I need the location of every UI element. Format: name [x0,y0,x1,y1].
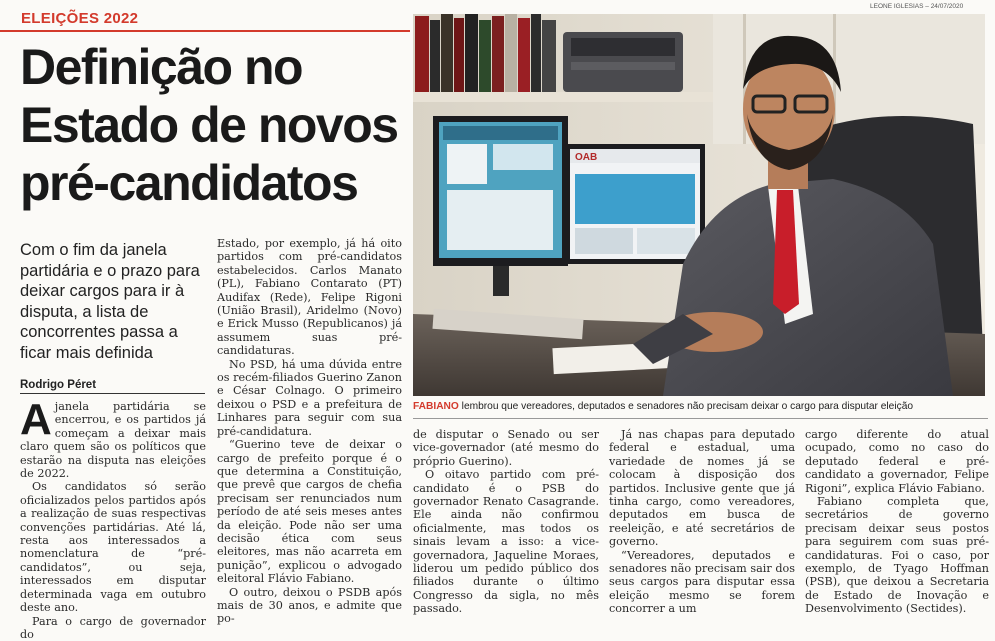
article-column-2 [217,237,402,626]
caption-text: lembrou que vereadores, deputados e senadores não precisam deixar o cargo para disputar eleição [459,401,913,412]
caption-name: FABIANO [413,401,459,412]
article-paragraph: No PSD, há uma dúvida entre os recém-filiados Guerino Zanon e César Colnago. O primeiro deixou o PSD e a prefeitura de Linhares para seguir com sua pré-candidatura. [217,358,402,438]
article-column-5 [805,428,989,616]
article-paragraph: O outro, deixou o PSDB após mais de 30 anos, e admite que po- [217,586,402,626]
drop-cap: A [20,402,52,438]
photo-caption [413,400,988,413]
article-column-1 [20,400,206,641]
photo-credit: LEONE IGLESIAS – 24/07/2020 [870,3,963,10]
byline: Rodrigo Péret [20,379,205,394]
article-paragraph: “Guerino teve de deixar o cargo de prefeito porque é o que determina a Constituição, que prevê que cargos de chefia precisam ser renunciados num período de até seis meses antes da eleição. Pode não ser uma decisão ética com seus eleitores, mas não acarreta em punição”, explicou o advogado eleitoral Flávio Fabiano. [217,438,402,585]
article-paragraph: Fabiano completa que, secretários de governo precisam deixar seus postos para seguirem com suas pré-candidaturas. Foi o caso, por exemplo, de Tyago Hoffman (PSB), que deixou a Secretaria de Estado de Inovação e Desenvolvimento (Sectides). [805,495,989,616]
article-paragraph: O oitavo partido com pré-candidato é o PSB do governador Renato Casagrande. Ele ainda não confirmou oficialmente, mas todos os sinais levam a isso: a vice-governadora, Jaqueline Moraes, liderou um pedido público dos filiados durante o último Congresso da sigla, no mês passado. [413,468,599,615]
article-paragraph: Os candidatos só serão oficializados pelos partidos após a realização de suas respectivas convenções partidárias. Até lá, resta aos interessados a nomenclatura de “pré-candidatos”, ou seja, interessados em disputar determinada vaga em outubro deste ano. [20,480,206,614]
headline: Definição no Estado de novos pré-candidatos [20,38,410,212]
article-paragraph: Para o cargo de governador do [20,615,206,641]
deck-subheadline: Com o fim da janela partidária e o prazo para deixar cargos para ir à disputa, a lista de concorrentes passa a ficar mais definida [20,240,205,363]
article-paragraph: cargo diferente do atual ocupado, como no caso do deputado federal e pré-candidato a governador, Felipe Rigoni”, explica Flávio Fabiano. [805,428,989,495]
article-paragraph: Ajanela partidária se encerrou, e os partidos já começam a deixar mais claro quem são os políticos que estarão na disputa nas eleições de 2022. [20,400,206,480]
article-paragraph: Estado, por exemplo, já há oito partidos com pré-candidatos estabelecidos. Carlos Manato (PL), Fabiano Contarato (PT) Audifax (Rede), Felipe Rigoni (União Brasil), Aridelmo (Novo) e Erick Musso (Republicanos) já assumem suas pré-candidaturas. [217,237,402,358]
photo-illustration [413,14,985,396]
article-paragraph: “Vereadores, deputados e senadores não precisam sair dos seus cargos para disputar essa eleição mesmo se forem concorrer a um [609,549,795,616]
section-rule [0,30,410,32]
article-column-3 [413,428,599,616]
screen-brand-text: OAB [575,152,597,163]
section-kicker: ELEIÇÕES 2022 [21,10,138,27]
article-column-4 [609,428,795,616]
article-paragraph: de disputar o Senado ou ser vice-governador (até mesmo do próprio Guerino). [413,428,599,468]
caption-rule [413,418,988,419]
article-paragraph: Já nas chapas para deputado federal e estadual, uma variedade de nomes já se colocam à disposição dos partidos. Inclusive gente que já tinha cargo, como vereadores, deputados em busca de reeleição, e até secretários de governo. [609,428,795,549]
photo-fabiano [413,14,985,396]
